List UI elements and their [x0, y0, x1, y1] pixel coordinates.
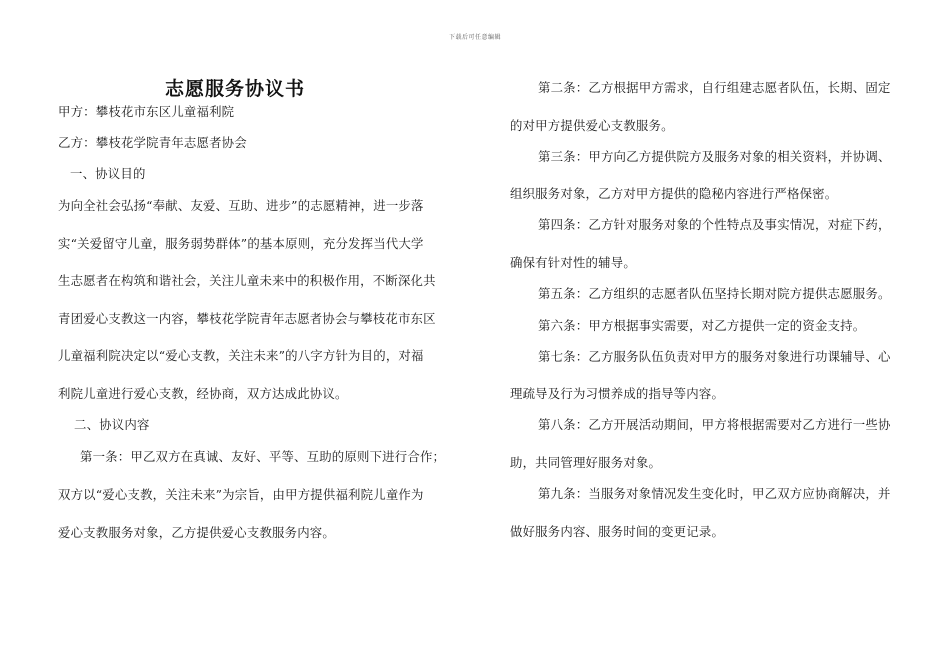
header-note: 下载后可任意编辑 — [448, 34, 501, 41]
article-line: 做好服务内容、服务时间的变更记录。 — [510, 524, 725, 539]
paragraph-line: 利院儿童进行爱心支教，经协商，双方达成此协议。 — [58, 386, 348, 401]
article-line: 理疏导及行为习惯养成的指导等内容。 — [510, 386, 725, 401]
article-line: 第一条：甲乙双方在真诚、友好、平等、互助的原则下进行合作； — [80, 449, 446, 464]
article-line: 第八条：乙方开展活动期间，甲方将根据需要对乙方进行一些协 — [538, 417, 891, 432]
article-line: 助，共同管理好服务对象。 — [510, 455, 662, 470]
article-line: 第三条：甲方向乙方提供院方及服务对象的相关资料，并协调、 — [538, 149, 891, 164]
paragraph-line: 生志愿者在构筑和谐社会，关注儿童未来中的积极作用，不断深化共 — [58, 273, 436, 288]
paragraph-line: 为向全社会弘扬“奉献、友爱、互助、进步”的志愿精神，进一步落 — [58, 198, 424, 213]
article-line: 第四条：乙方针对服务对象的个性特点及事实情况，对症下药， — [538, 217, 891, 232]
article-line: 确保有针对性的辅导。 — [510, 255, 636, 270]
section2-heading: 二、协议内容 — [74, 417, 150, 432]
article-line: 爱心支教服务对象，乙方提供爱心支教服务内容。 — [58, 525, 335, 540]
paragraph-line: 儿童福利院决定以“爱心支教，关注未来”的八字方针为目的，对福 — [58, 348, 424, 363]
article-line: 的对甲方提供爱心支教服务。 — [510, 118, 674, 133]
section1-heading: 一、协议目的 — [70, 166, 146, 181]
article-line: 组织服务对象，乙方对甲方提供的隐秘内容进行严格保密。 — [510, 186, 838, 201]
article-line: 第五条：乙方组织的志愿者队伍坚持长期对院方提供志愿服务。 — [538, 286, 891, 301]
article-line: 第六条：甲方根据事实需要，对乙方提供一定的资金支持。 — [538, 318, 866, 333]
article-line: 双方以“爱心支教，关注未来”为宗旨，由甲方提供福利院儿童作为 — [58, 487, 424, 502]
paragraph-line: 青团爱心支教这一内容，攀枝花学院青年志愿者协会与攀枝花市东区 — [58, 311, 436, 326]
party-a-line: 甲方：攀枝花市东区儿童福利院 — [58, 104, 235, 119]
article-line: 第七条：乙方服务队伍负责对甲方的服务对象进行功课辅导、心 — [538, 349, 891, 364]
document-title: 志愿服务协议书 — [165, 78, 306, 100]
paragraph-line: 实“关爱留守儿童，服务弱势群体”的基本原则，充分发挥当代大学 — [58, 236, 424, 251]
article-line: 第二条：乙方根据甲方需求，自行组建志愿者队伍，长期、固定 — [538, 80, 891, 95]
party-b-line: 乙方：攀枝花学院青年志愿者协会 — [58, 135, 247, 150]
article-line: 第九条：当服务对象情况发生变化时，甲乙双方应协商解决，并 — [538, 486, 891, 501]
